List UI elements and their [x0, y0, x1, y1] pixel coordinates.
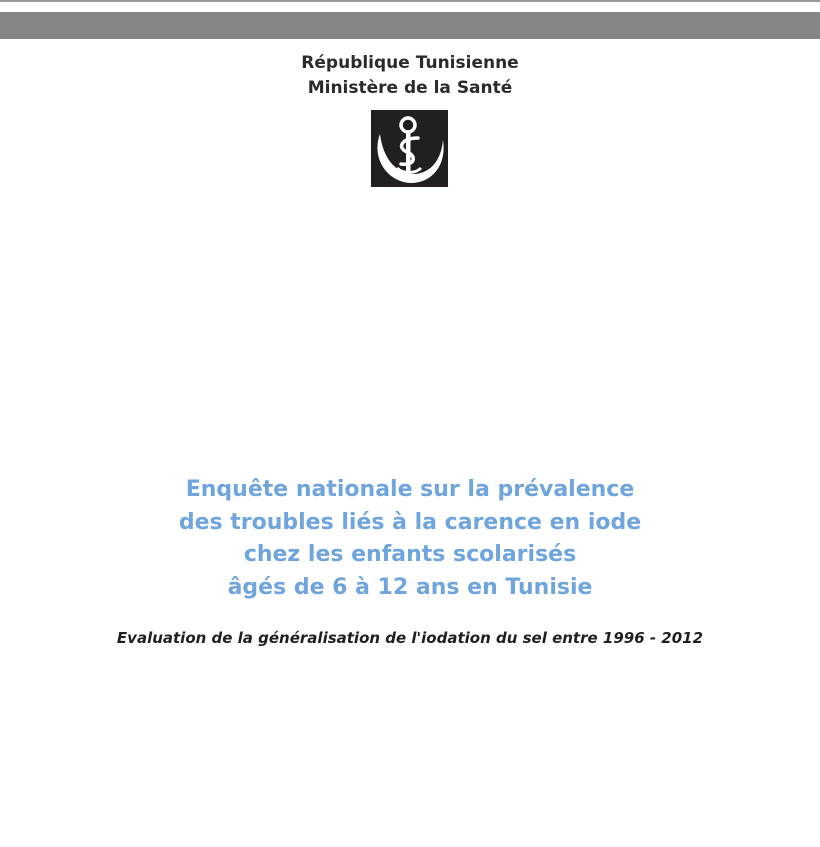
title-line-3: chez les enfants scolarisés	[243, 542, 577, 567]
document-subtitle: Evaluation de la généralisation de l'iodation du sel entre 1996 - 2012	[116, 629, 704, 647]
ministry-name: Ministère de la Santé	[307, 78, 513, 98]
header-band	[0, 12, 820, 39]
crescent-anchor-emblem-icon	[371, 110, 448, 187]
title-line-4: âgés de 6 à 12 ans en Tunisie	[227, 574, 593, 600]
document-title	[0, 474, 820, 604]
title-line-1: Enquête nationale sur la prévalence	[185, 477, 635, 502]
top-rule	[0, 0, 820, 2]
country-name: République Tunisienne	[301, 53, 519, 73]
institution-header	[0, 51, 820, 101]
title-line-2: des troubles liés à la carence en iode	[178, 509, 642, 535]
ministry-logo	[371, 110, 448, 187]
